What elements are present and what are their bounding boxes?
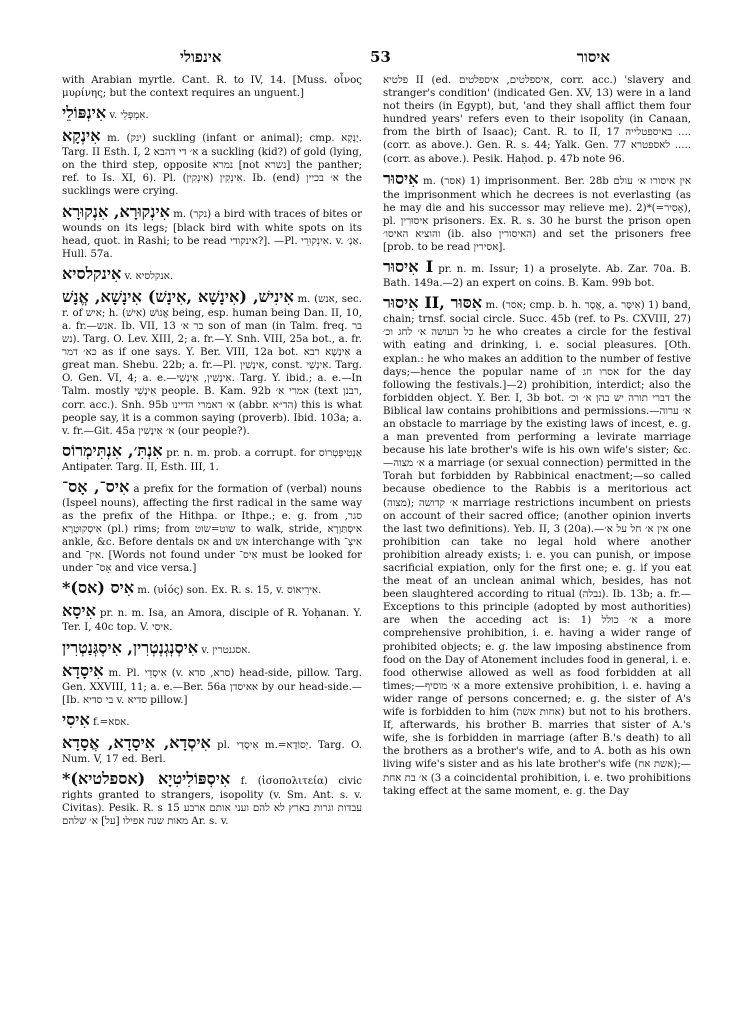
entry-headword: אִיסָדָא <box>62 660 104 680</box>
entry-headword: אִינִישׁ, (אִינָשָׁא ,אִינָשׁ) אִינָשָׁא, אֱנָשׁ <box>62 286 294 306</box>
right-running-headword: איסור <box>576 48 610 66</box>
dictionary-entry <box>62 638 362 658</box>
entry-headword: *(אספלטיא) אִיסְפּוֹלִיטִיָא <box>62 768 231 788</box>
dictionary-entry <box>62 769 362 828</box>
entry-text: pr. n. m. Isa, an Amora, disciple of R. Yoḥanan. Y. Ter. I, 40c top. V. אִיסִי. <box>62 608 362 634</box>
entry-text: m. (אנש, sec. r. of איש; h. אֱנוֹשׁ (אִישׁ) being, esp. human being Dan. II, 10, a. fr.—אנש. Ib. VII, 13 בר א׳ son of man (in Talm. freq. בר נש). Targ. O. Lev. XIII, 2; a. fr.—Y. Snh. VIII, 25a bot., a. fr. כא׳ דמר as if one says. Y. Ber. VIII, 12a bot. אִינָשָׁא רבא a great man. Shebu. 22b; a. fr.—Pl. אִינָשִׁין, const. אִינָשֵׁי. Targ. O. Gen. VI, 4; a. e.—אִינָשִׁין, אִינָשֵׁי. Targ. Y. ibid.; a. e.—In Talm. mostly אִינָשֵׁי people. B. Kam. 92b אמרי א׳ (text רבנן, corr. acc.). Snh. 95b א׳ דאמרי הדיינו (abbr. הד״א) this is what people say, it is a common saying (proverb). Ibid. 103a; a. v. fr.—Git. 45a א׳ אִינָשִׁין (our people?). <box>62 293 363 437</box>
dictionary-entry <box>62 733 362 766</box>
entry-headword: אִיסוּר I <box>383 257 434 277</box>
dictionary-entry <box>62 103 362 123</box>
dictionary-entry <box>383 169 691 254</box>
dictionary-entry <box>62 477 362 576</box>
entry-headword: אִיסוּר II, אִסּוּר <box>383 293 482 313</box>
dictionary-entry <box>62 441 362 474</box>
dictionary-entry <box>62 202 362 261</box>
dictionary-entry <box>383 74 691 166</box>
entry-headword: אִיסִי <box>62 709 90 729</box>
entry-text: m. (אסר; cmp. b. h. אֱסָר, a. אִיסָּר) 1) band, chain; trnsf. social circle. Succ. 45b (ref. to Ps. CXVIII, 27) כל העושה א׳ לחג וכ׳ he who creates a circle for the festival with eating and drinking, i. e. social pleasures. [Oth. explan.: he who makes an addition to the number of festive days;—hence the popular name of אסרו חג for the day following the festivals.]—2) prohibition, interdict; also the forbidden object. Y. Ber. I, 3b bot. דברי תורה יש בהן א׳ וכ׳ the Biblical law contains prohibitions and permissions.—א׳ ערוה an obstacle to marriage by the existing laws of incest, e. g. a man prevented from performing a levirate marriage because his late brother's wife is his own wife's sister; &c.—א׳ מצוה a marriage (or sexual connection) permitted in the Torah but forbidden by Rabbinical enactment;—so called because obedience to the Rabbis is a meritorious act (מצוה); א׳ קדושה marriage restrictions incumbent on priests on account of their sacred office; (another opinion inverts the last two definitions). Yeb. II, 3 (20a).—אין א׳ חל על א׳ one prohibition can take no legal hold where another prohibition already exists; i. e. you can punish, or impose sacrificial expiation, only for the first one; e. g. if you eat the meat of an unclean animal which, besides, has not been slaughtered according to ritual (נבלה). Ib. 13b; a. fr.—Exceptions to this principle (adopted by most authorities) are when the acceding act is: 1) א׳ כולל a more comprehensive prohibition, i. e. having a wider range of prohibited objects; e. g. the law imposing abstinence from food on the Day of Atonement includes food in general, i. e. food otherwise allowed as well as food forbidden at all times;—א׳ מוסיף a more extensive prohibition, i. e. having a wider range of persons concerned; e. g. the sister of A's wife is forbidden to him (אחות אשה) but not to his brothers. If, afterwards, his brother B. marries that sister of A.'s wife, she is forbidden in marriage (after B.'s death) to all the brothers as a brother's wife, and to A. both as his own living wife's sister and as his late brother's wife (אשת אח);—3) א׳ בת אחת a coincidental prohibition, i. e. two prohibitions taking effect at the same moment, e. g. the Day <box>383 300 692 797</box>
left-column <box>62 74 362 831</box>
entry-headword: אִיסוּר <box>383 168 419 188</box>
entry-text: m. Pl. אִיסָדֵי (v. סרא, סדא) head-side, pillow. Targ. Gen. XXVIII, 11; a. e.—Ber. 56a אאיסדן by our head-side.—[Ib. בי סדיא v. סדיא pillow.] <box>62 667 362 706</box>
entry-text: v. אִמְפְּלֵי. <box>109 110 149 122</box>
entry-headword: אִיסְנְגְנְטְרִין, אִיסְגְּנַטְרִין <box>62 637 199 657</box>
entry-text: pr. n. m. prob. a corrupt. for אַנְטִיפְּטְרוֹס Antipater. Targ. II, Esth. III, 1. <box>62 447 362 473</box>
left-running-headword: אינפולי <box>180 48 222 66</box>
entry-text: with Arabian myrtle. Cant. R. to IV, 14. [Muss. οἶνος μυρίνης; but the context requires an unguent.] <box>62 75 362 100</box>
entry-text: m. (υἱός) son. Ex. R. s. 15, v. אִירֵיאוֹס. <box>137 585 322 597</box>
dictionary-entry <box>62 710 362 730</box>
entry-text: m. (אסר) 1) imprisonment. Ber. 28b אין איסורו א׳ עולם the imprisonment which he decrees is not everlasting (as he may die and his successor may relieve me). 2)*(=אָסִיר), pl. אִיסוּרִין prisoners. Ex. R. s. 30 he burst the prison open והוציא האיסו׳ (ib. also האיסורין) and set the prisoners free [prob. to be read אסירין]. <box>383 175 691 254</box>
dictionary-entry <box>62 287 362 438</box>
entry-headword: אִינְקוּרָא, אִנְקוּרָא <box>62 201 170 221</box>
entry-headword: אִיסְדָא, אִיסָדָא, אֲסָדָא <box>62 732 211 752</box>
dictionary-entry <box>383 257 691 290</box>
entry-text: m. (ינק) suckling (infant or animal); cmp. יָנְקָא. Targ. II Esth. I, 2 א׳ די דהבא a suckling (kid?) of gold (lying, on the third step, opposite נמרא [not נשרא] the panther; ref. to Is. XI, 6). Pl. אִינְקִין (אִינְקִין). Ib. (end) א׳ בכיין the sucklings were crying. <box>62 133 363 198</box>
entry-headword: אִינקלסיא <box>62 263 122 283</box>
entry-text: m. (נקר) a bird with traces of bites or wounds on its legs; [black bird with white spots on its head, quot. in Rashi; to be read אינקודי?]. —Pl. אִינְקוּרֵי. v. אַנְ׳. Hull. 57a. <box>62 208 362 260</box>
dictionary-entry <box>62 126 362 198</box>
entry-headword: אִינְקָא <box>62 126 101 146</box>
dictionary-entry <box>62 601 362 634</box>
page-number: 53 <box>370 48 391 66</box>
entry-text: pl. אִיסָדֵי m.=יְסוֹדָא. Targ. O. Num. V, 17 ed. Berl. <box>62 739 362 765</box>
entry-headword: אִיס־, אָס־ <box>62 476 130 496</box>
entry-headword: אִנְתִּ׳, אִנְתִּימְרוֹס <box>62 440 163 460</box>
page-header <box>60 48 700 70</box>
dictionary-entry <box>62 264 362 284</box>
entry-text: f. (ἰσοπολιτεία) civic rights granted to strangers, isopolity (v. Sm. Ant. s. v. Civitas). Pesik. R. s 15 עבדות וגרות בארץ לא להם ועני אותם ארבע מאות שנה אפילו [על] א׳ שלהם Ar. s. v. <box>62 775 362 827</box>
dictionary-entry <box>62 661 362 707</box>
entry-text: f.=אסא. <box>93 716 130 728</box>
entry-text: v. אסגנטרין. <box>201 644 251 656</box>
dictionary-entry <box>383 293 691 797</box>
dictionary-entry <box>62 578 362 598</box>
entry-text: פלטיא II (ed. איספלטים, איספלטים, corr. acc.) 'slavery and stranger's condition' (indicated Gen. XV, 13) were in a land not theirs (in Egypt), but, 'and they shall afflict them four hundred years' refers even to their isopolity (in Canaan, from the birth of Isaac); Cant. R. to II, 17 באיספטלייה .... (corr. as above.). Gen. R. s. 44; Yalk. Gen. 77 לאספטרא ..... (corr. as above.). Pesik. Haḥod. p. 47b note 96. <box>383 75 691 165</box>
entry-text: a prefix for the formation of (verbal) nouns (Ispeel nouns), affecting the first radical in the same way as the prefix of the Hithpa. or Ithpe.; e. g. from סגר, אִיסְקוּטְרָא (pl.) rims; from שוט=שׂוט to walk, stride, אִיסְתַּוְרָא ankle, &c. Before dentals אס and אש interchange with אִיצְ־ and אִיזְ־. [Words not found under אִיס־ must be looked for under אָס־ and vice versa.] <box>62 483 362 575</box>
entry-text: pr. n. m. Issur; 1) a proselyte. Ab. Zar. 70a. B. Bath. 149a.—2) an expert on coins. B. Kam. 99b bot. <box>383 264 691 290</box>
dictionary-entry <box>62 74 362 100</box>
entry-headword: אִיסָא <box>62 601 96 621</box>
right-column <box>383 74 691 801</box>
entry-headword: *(אס) אִיס <box>62 578 135 598</box>
entry-headword: אִינְפּוֹלֵי <box>62 103 107 123</box>
entry-text: v. אנקלסיא. <box>124 270 174 282</box>
